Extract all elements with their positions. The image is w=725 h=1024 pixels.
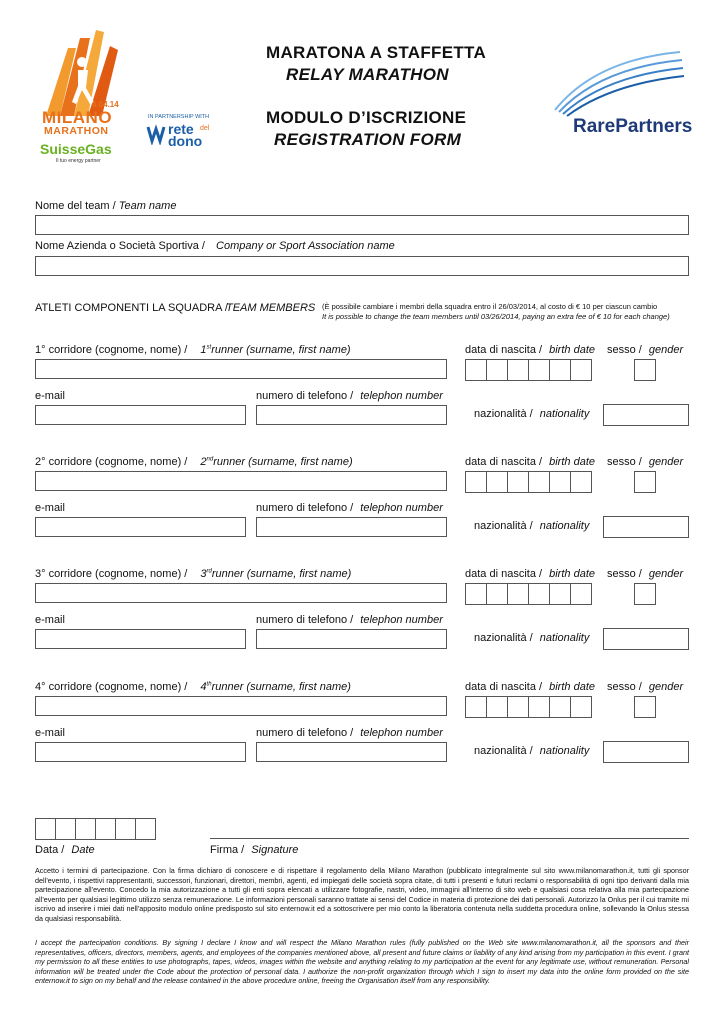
runner-name-field[interactable] bbox=[35, 471, 447, 491]
company-name-field[interactable] bbox=[35, 256, 689, 276]
gender-label: sesso / gender bbox=[607, 681, 684, 693]
phone-field[interactable] bbox=[256, 742, 447, 762]
birth-date-boxes[interactable] bbox=[465, 583, 593, 605]
runner-name-field[interactable] bbox=[35, 359, 447, 379]
birth-date-label: data di nascita / birth date bbox=[465, 568, 595, 580]
del-text: del bbox=[200, 125, 210, 132]
date-label: Data / Date bbox=[35, 844, 95, 856]
logo-suissegas-tag: Il tuo energy partner bbox=[56, 158, 101, 164]
runner-name-label: 2° corridore (cognome, nome) / 2ndrunner (surname, first name) bbox=[35, 456, 353, 468]
signature-line[interactable] bbox=[210, 838, 689, 839]
runner-name-label: 3° corridore (cognome, nome) / 3rdrunner (surname, first name) bbox=[35, 568, 352, 580]
gender-field[interactable] bbox=[634, 359, 656, 381]
terms-italian: Accetto i termini di partecipazione. Con la firma dichiaro di conoscere e di rispettare il regolamento della Milano Marathon (pubblicato integralmente sul sito www.milanomarathon.it, tutti gli sponsor dell’evento, i rispettivi rappresentanti, successori, funzionari, direttori, membri, agenti, ed impiegati delle società sopra citate, di tutti i presenti e futuri reclami o responsabilità di ogni tipo derivanti dalla mia partecipazione all’evento. Concedo la mia autorizzazione a tutti gli enti sopra elencati a utilizzare fotografie, nastri, video, immagini all’interno di sito web e qualsiasi cosa relativa alla mia partecipazione all’evento per qualsiasi legittimo utilizzo senza remunerazione. Le informazioni personali saranno trattate ai sensi del Codice in materia di protezione dei dati personali. Autorizzo la Onlus per il cui tramite mi iscrivo ad inserire i miei dati nell’apposito modulo online predisposto sul sito enternow.it ed a sottoscrivere per mio conto la liberatoria contenuta nella suddetta procedura online, sollevando la Onlus stessa da qualsiasi responsabilità. bbox=[35, 866, 689, 923]
gender-label: sesso / gender bbox=[607, 344, 684, 356]
date-boxes[interactable] bbox=[35, 818, 157, 840]
logo-date: 6.04.14 bbox=[92, 100, 119, 109]
form-title-it: MODULO D’ISCRIZIONE bbox=[266, 108, 467, 127]
nationality-field[interactable] bbox=[603, 628, 689, 650]
team-members-label-en: TEAM MEMBERS bbox=[226, 302, 316, 314]
birth-date-boxes[interactable] bbox=[465, 696, 593, 718]
gender-field[interactable] bbox=[634, 471, 656, 493]
nationality-label: nazionalità / nationality bbox=[474, 520, 590, 532]
nationality-field[interactable] bbox=[603, 741, 689, 763]
email-label: e-mail bbox=[35, 390, 65, 402]
team-name-field[interactable] bbox=[35, 215, 689, 235]
email-field[interactable] bbox=[35, 629, 246, 649]
phone-label: numero di telefono / telephon number bbox=[256, 502, 443, 514]
rare-partners-logo bbox=[545, 50, 695, 150]
email-label: e-mail bbox=[35, 502, 65, 514]
nationality-label: nazionalità / nationality bbox=[474, 745, 590, 757]
phone-field[interactable] bbox=[256, 405, 447, 425]
phone-field[interactable] bbox=[256, 629, 447, 649]
form-title-en: REGISTRATION FORM bbox=[274, 130, 462, 149]
team-name-label: Nome del team / Team name bbox=[35, 200, 177, 212]
rare-partners-text: RarePartners bbox=[573, 116, 693, 137]
title-en: RELAY MARATHON bbox=[286, 65, 449, 84]
phone-label: numero di telefono / telephon number bbox=[256, 727, 443, 739]
gender-field[interactable] bbox=[634, 696, 656, 718]
birth-date-label: data di nascita / birth date bbox=[465, 456, 595, 468]
terms-english: I accept the partecipation conditions. By signing I declare I know and will respect the Milano Marathon rules (fully published on the Web site www.milanomarathon.it, all the sponsors and their representatives, officers, directors, members, agents, and employees of the companies mentioned above, all present and future claims or liability of any kind arising from my participation in this event. I grant my permission to all these entities to use photographs, tapes, videos, images within the website and anything relating to my participation at the event for any legitimate use, without remuneration. Personal information will be treated under the Code about the protection of personal data. I authorize the non-profit organization through which I sign to insert my data into the online form provided on the site enternow.it to sign on my behalf and the release contained in the above procedure online, freeing the Organisation itself from any responsibility. bbox=[35, 938, 689, 986]
gender-field[interactable] bbox=[634, 583, 656, 605]
rete-text: rete bbox=[168, 121, 194, 137]
runner-name-field[interactable] bbox=[35, 583, 447, 603]
nationality-label: nazionalità / nationality bbox=[474, 408, 590, 420]
dono-text: dono bbox=[168, 133, 203, 149]
phone-label: numero di telefono / telephon number bbox=[256, 614, 443, 626]
team-members-note: (È possibile cambiare i membri della squadra entro il 26/03/2014, al costo di € 10 per ciascun cambio It is possible to change the team members until 03/26/2014, paying an extra fee of € 10 for each change) bbox=[322, 302, 670, 321]
rete-del-dono-icon bbox=[146, 123, 166, 145]
team-members-label-it: ATLETI COMPONENTI LA SQUADRA / bbox=[35, 302, 228, 314]
logo-marathon: MARATHON bbox=[44, 125, 109, 137]
birth-date-label: data di nascita / birth date bbox=[465, 344, 595, 356]
runner-name-label: 1° corridore (cognome, nome) / 1strunner (surname, first name) bbox=[35, 344, 351, 356]
rete-del-dono-logo bbox=[146, 121, 226, 149]
phone-field[interactable] bbox=[256, 517, 447, 537]
logo-suissegas: SuisseGas bbox=[40, 141, 112, 157]
email-field[interactable] bbox=[35, 405, 246, 425]
email-field[interactable] bbox=[35, 517, 246, 537]
gender-label: sesso / gender bbox=[607, 456, 684, 468]
email-label: e-mail bbox=[35, 614, 65, 626]
milano-marathon-logo bbox=[38, 28, 128, 178]
birth-date-label: data di nascita / birth date bbox=[465, 681, 595, 693]
birth-date-boxes[interactable] bbox=[465, 359, 593, 381]
logo-milano: MILANO bbox=[42, 108, 113, 127]
signature-label: Firma / Signature bbox=[210, 844, 299, 856]
nationality-field[interactable] bbox=[603, 404, 689, 426]
nationality-label: nazionalità / nationality bbox=[474, 632, 590, 644]
company-name-label: Nome Azienda o Società Sportiva / Company or Sport Association name bbox=[35, 240, 395, 252]
gender-label: sesso / gender bbox=[607, 568, 684, 580]
partnership-label: IN PARTNERSHIP WITH bbox=[148, 114, 210, 120]
nationality-field[interactable] bbox=[603, 516, 689, 538]
runner-name-field[interactable] bbox=[35, 696, 447, 716]
swoosh-icon bbox=[545, 50, 685, 120]
title-it: MARATONA A STAFFETTA bbox=[266, 43, 487, 62]
phone-label: numero di telefono / telephon number bbox=[256, 390, 443, 402]
birth-date-boxes[interactable] bbox=[465, 471, 593, 493]
email-field[interactable] bbox=[35, 742, 246, 762]
runner-name-label: 4° corridore (cognome, nome) / 4thrunner (surname, first name) bbox=[35, 681, 351, 693]
email-label: e-mail bbox=[35, 727, 65, 739]
